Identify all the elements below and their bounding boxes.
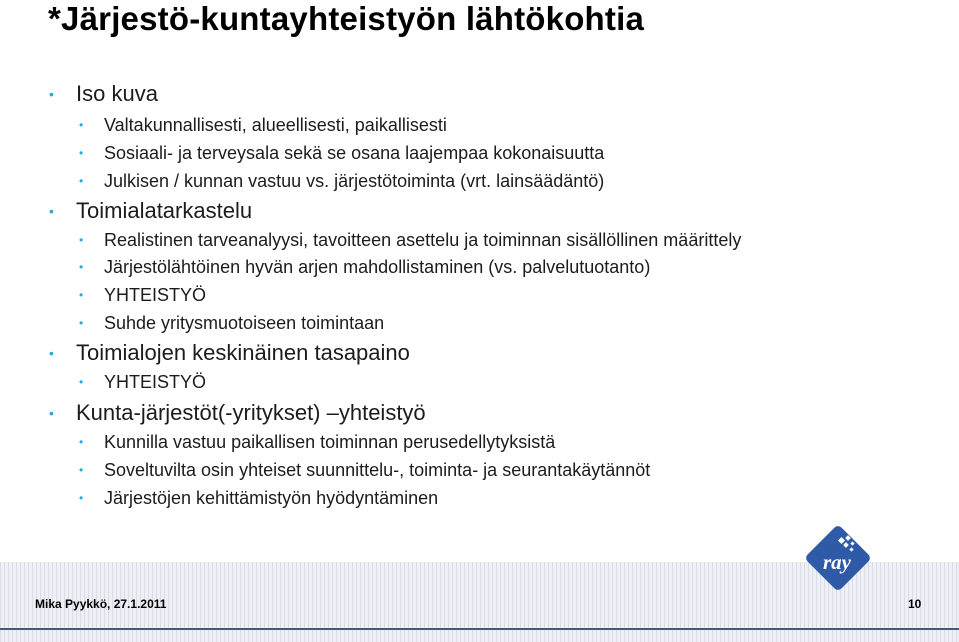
bullet-icon: •: [49, 86, 54, 102]
list-item-text: Valtakunnallisesti, alueellisesti, paikallisesti: [104, 115, 447, 135]
list-item-text: Soveltuvilta osin yhteiset suunnittelu-, toiminta- ja seurantakäytännöt: [104, 460, 651, 480]
list-item-text: Julkisen / kunnan vastuu vs. järjestötoiminta (vrt. lainsäädäntö): [104, 171, 605, 191]
bullet-icon: •: [49, 345, 54, 361]
list-item-text: Järjestöjen kehittämistyön hyödyntäminen: [104, 488, 439, 508]
bullet-icon: •: [79, 375, 84, 389]
bullet-icon: •: [79, 260, 84, 274]
bullet-icon: •: [79, 118, 84, 132]
footer-divider: [0, 628, 959, 630]
bullet-icon: •: [79, 463, 84, 477]
bullet-icon: •: [49, 203, 54, 219]
bullet-icon: •: [79, 174, 84, 188]
list-item-text: Iso kuva: [76, 81, 158, 106]
bullet-icon: •: [49, 405, 54, 421]
bullet-icon: •: [79, 316, 84, 330]
list-item-text: Toimialojen keskinäinen tasapaino: [76, 340, 410, 365]
bullet-icon: •: [79, 233, 84, 247]
list-item-text: YHTEISTYÖ: [104, 285, 207, 305]
footer-author-date: Mika Pyykkö, 27.1.2011: [35, 597, 167, 611]
list-item-text: Toimialatarkastelu: [76, 198, 253, 223]
bullet-icon: •: [79, 146, 84, 160]
list-item-text: Suhde yritysmuotoiseen toimintaan: [104, 313, 385, 333]
list-item-text: Järjestölähtöinen hyvän arjen mahdollistaminen (vs. palvelutuotanto): [104, 257, 651, 277]
bullet-icon: •: [79, 288, 84, 302]
logo-text: ray: [823, 550, 851, 574]
list-item-text: Kunnilla vastuu paikallisen toiminnan perusedellytyksistä: [104, 432, 556, 452]
bullet-icon: •: [79, 435, 84, 449]
slide-title: *Järjestö-kuntayhteistyön lähtökohtia: [48, 0, 645, 37]
ray-logo-icon: [800, 520, 876, 596]
bullet-icon: •: [79, 491, 84, 505]
list-item-text: YHTEISTYÖ: [104, 372, 207, 392]
list-item-text: Realistinen tarveanalyysi, tavoitteen asettelu ja toiminnan sisällöllinen määrittely: [104, 230, 742, 250]
page-number: 10: [908, 597, 922, 611]
list-item-text: Sosiaali- ja terveysala sekä se osana laajempaa kokonaisuutta: [104, 143, 605, 163]
list-item-text: Kunta-järjestöt(-yritykset) –yhteistyö: [76, 400, 426, 425]
